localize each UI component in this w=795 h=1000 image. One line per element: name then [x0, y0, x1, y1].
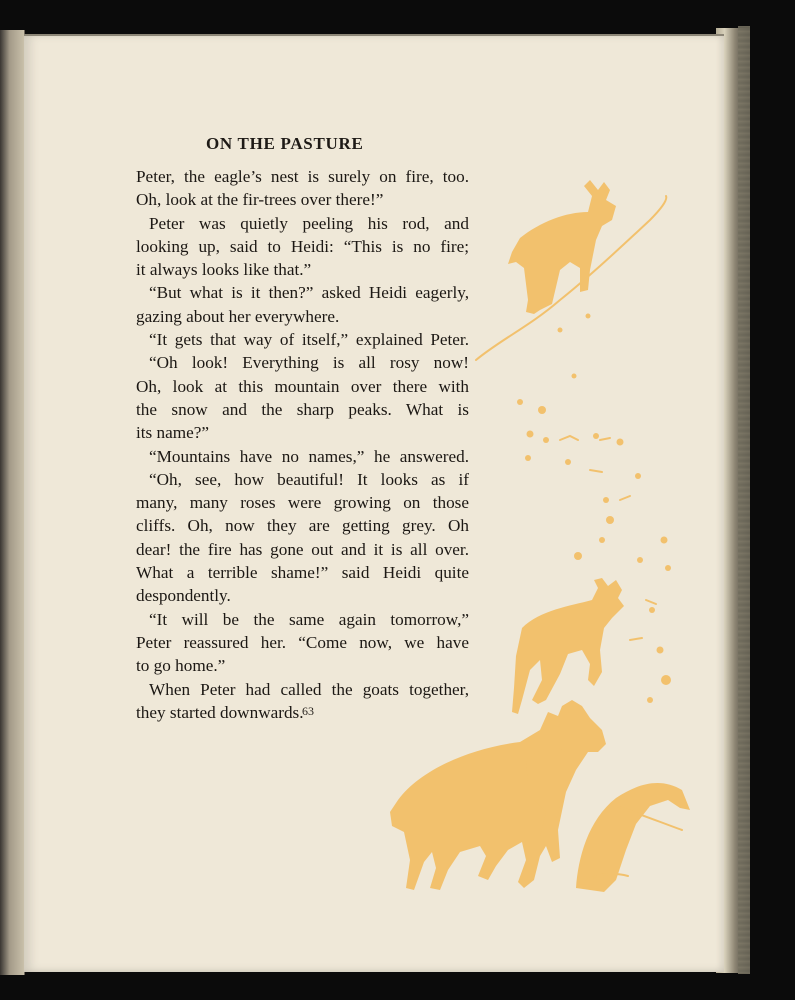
text-line: gazing about her everywhere.	[136, 306, 340, 326]
text-line: cliffs. Oh, now they are getting grey. Oh	[136, 516, 469, 536]
text-line: What a terrible shame!” said Heidi quite	[136, 563, 469, 583]
running-head: ON THE PASTURE	[206, 134, 364, 153]
text-line: dear! the fire has gone out and it is all over.	[136, 539, 469, 559]
text-line: Peter, the eagle’s nest is surely on fire, too.	[136, 167, 469, 186]
text-line: despondently.	[136, 586, 231, 606]
goat-middle-icon	[512, 578, 624, 714]
rock-icon	[576, 783, 690, 892]
text-line: they started downwards.	[136, 702, 304, 722]
text-line: it always looks like that.”	[136, 260, 312, 280]
text-line: “Oh look! Everything is all rosy now!	[149, 353, 469, 373]
text-line: “It will be the same again tomorrow,”	[149, 609, 469, 629]
text-line: Peter reassured her. “Come now, we have	[136, 632, 469, 652]
text-line: to go home.”	[136, 656, 226, 676]
goats-illustration	[370, 170, 710, 900]
text-line: “But what is it then?” asked Heidi eagerly,	[149, 283, 469, 303]
text-line: When Peter had called the goats together,	[149, 679, 469, 699]
text-line: looking up, said to Heidi: “This is no fire;	[136, 236, 469, 256]
text-line: Oh, look at this mountain over there with	[136, 376, 469, 396]
book-cover-edge	[738, 26, 750, 974]
page-top-edge	[24, 34, 724, 36]
text-line: the snow and the sharp peaks. What is	[136, 399, 469, 419]
previous-page-edge	[0, 30, 25, 975]
text-line: “Oh, see, how beautiful! It looks as if	[149, 469, 469, 489]
goat-bottom-icon	[390, 700, 606, 890]
text-line: its name?”	[136, 423, 210, 443]
goat-top-icon	[508, 180, 616, 314]
text-line: “It gets that way of itself,” explained Peter.	[149, 330, 469, 350]
text-line: “Mountains have no names,” he answered.	[149, 446, 469, 466]
page-number: 63	[302, 704, 314, 718]
text-line: many, many roses were growing on those	[136, 493, 469, 513]
text-line: Peter was quietly peeling his rod, and	[149, 213, 469, 233]
text-line: Oh, look at the fir-trees over there!”	[136, 190, 384, 210]
